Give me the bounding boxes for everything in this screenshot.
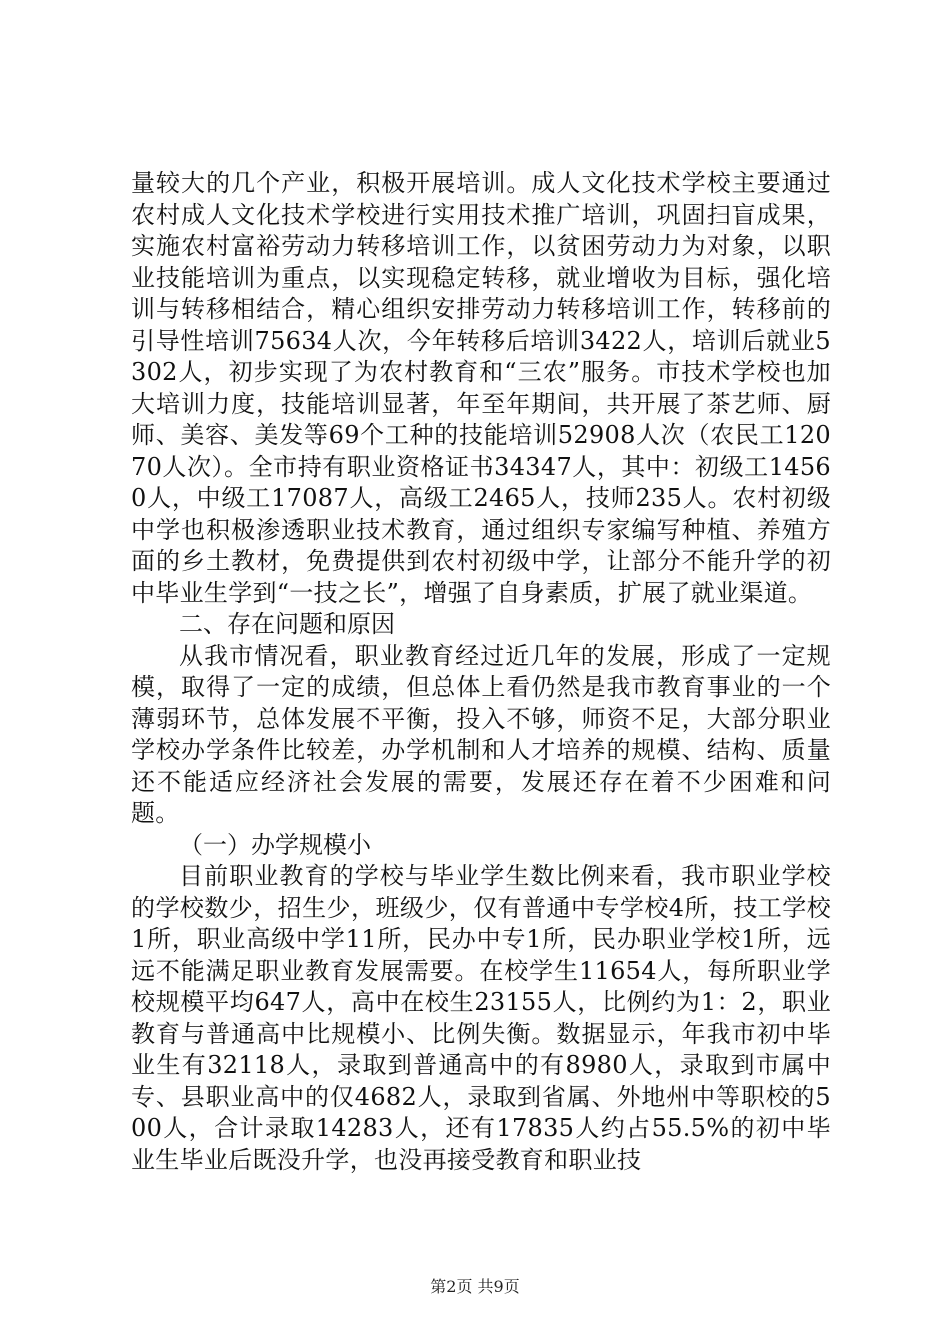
subsection-heading-small-scale: （一）办学规模小: [179, 830, 371, 859]
document-body: [131, 168, 831, 1176]
paragraph-small-scale-details: 目前职业教育的学校与毕业学生数比例来看，我市职业学校的学校数少，招生少，班级少，仅有普通中专学校4所，技工学校1所，职业高级中学11所，民办中专1所，民办职业学校1所，远远不能满足职业教育发展需要。在校学生11654人，每所职业学校规模平均647人，高中在校生23155人，比例约为1：2，职业教育与普通高中比规模小、比例失衡。数据显示，年我市初中毕业生有32118人，录取到普通高中的有8980人，录取到市属中专、县职业高中的仅4682人，录取到省属、外地州中等职校的500人，合计录取14283人，还有17835人约占55.5%的初中毕业生毕业后既没升学，也没再接受教育和职业技: [131, 862, 831, 1174]
page-footer: 第2页 共9页: [430, 1277, 520, 1296]
paragraph-problems-overview: 从我市情况看，职业教育经过近几年的发展，形成了一定规模，取得了一定的成绩，但总体上看仍然是我市教育事业的一个薄弱环节，总体发展不平衡，投入不够，师资不足，大部分职业学校办学条件比较差，办学机制和人才培养的规模、结构、质量还不能适应经济社会发展的需要，发展还存在着不少困难和问题。: [131, 641, 831, 827]
paragraph-continued-training: 量较大的几个产业，积极开展培训。成人文化技术学校主要通过农村成人文化技术学校进行实用技术推广培训，巩固扫盲成果，实施农村富裕劳动力转移培训工作，以贫困劳动力为对象，以职业技能培训为重点，以实现稳定转移，就业增收为目标，强化培训与转移相结合，精心组织安排劳动力转移培训工作，转移前的引导性培训75634人次，今年转移后培训3422人，培训后就业5302人，初步实现了为农村教育和“三农”服务。市技术学校也加大培训力度，技能培训显著，年至年期间，共开展了茶艺师、厨师、美容、美发等69个工种的技能培训52908人次（农民工12070人次）。全市持有职业资格证书34347人，其中：初级工14560人，中级工17087人，高级工2465人，技师235人。农村初级中学也积极渗透职业技术教育，通过组织专家编写种植、养殖方面的乡土教材，免费提供到农村初级中学，让部分不能升学的初中毕业生学到“一技之长”，增强了自身素质，扩展了就业渠道。: [131, 169, 831, 607]
section-heading-problems: 二、存在问题和原因: [179, 610, 395, 638]
